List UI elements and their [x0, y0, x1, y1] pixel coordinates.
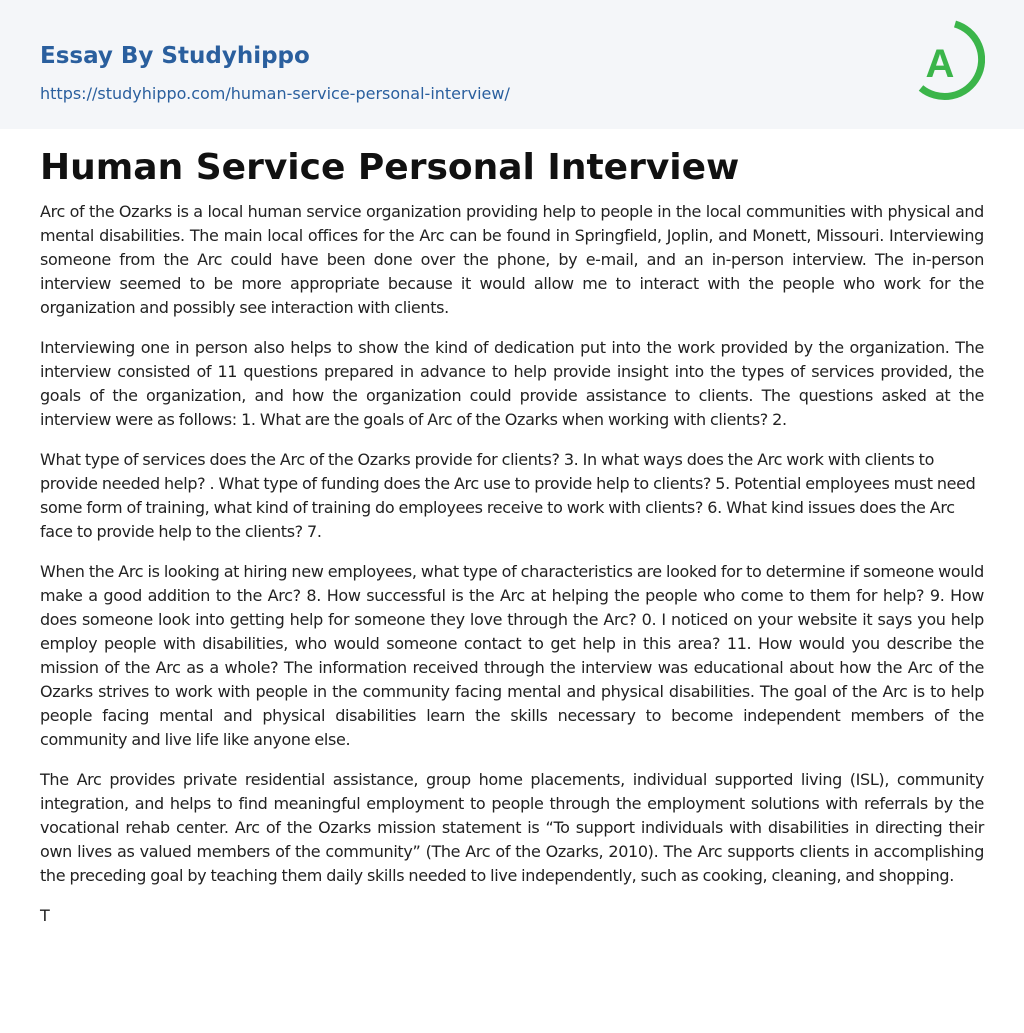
paragraph: The Arc provides private residential assistance, group home placements, individual supported living (ISL), community integration, and helps to find meaningful employment to people through the employment solutions with referrals by the vocational rehab center. Arc of the Ozarks mission statement is “To support individuals with disabilities in directing their own lives as valued members of the community” (The Arc of the Ozarks, 2010). The Arc supports clients in accomplishing the preceding goal by teaching them daily skills needed to live independently, such as cooking, cleaning, and shopping.: [40, 770, 984, 885]
paragraph: T: [40, 906, 50, 925]
essay-body: [40, 200, 984, 944]
logo-letter: A: [925, 42, 955, 86]
paragraph: When the Arc is looking at hiring new employees, what type of characteristics are looked for to determine if someone would make a good addition to the Arc? 8. How successful is the Arc at helping the people who come to them for help? 9. How does someone look into getting help for someone they love through the Arc? 0. I noticed on your website it says you help employ people with disabilities, who would someone contact to get help in this area? 11. How would you describe the mission of the Arc as a whole? The information received through the interview was educational about how the Arc of the Ozarks strives to work with people in the community facing mental and physical disabilities. The goal of the Arc is to help people facing mental and physical disabilities learn the skills necessary to become independent members of the community and live life like anyone else.: [40, 562, 984, 749]
paragraph: Arc of the Ozarks is a local human service organization providing help to people in the local communities with physical and mental disabilities. The main local offices for the Arc can be found in Springfield, Joplin, and Monett, Missouri. Interviewing someone from the Arc could have been done over the phone, by e-mail, and an in-person interview. The in-person interview seemed to be more appropriate because it would allow me to interact with the people who work for the organization and possibly see interaction with clients.: [40, 202, 984, 317]
logo-ring-icon: [913, 20, 985, 104]
page-title: Human Service Personal Interview: [40, 147, 740, 188]
paragraph: Interviewing one in person also helps to show the kind of dedication put into the work provided by the organization. The interview consisted of 11 questions prepared in advance to help provide insight into the types of services provided, the goals of the organization, and how the organization could provide assistance to clients. The questions asked at the interview were as follows: 1. What are the goals of Arc of the Ozarks when working with clients? 2.: [40, 338, 984, 429]
brand-title[interactable]: Essay By Studyhippo: [40, 43, 310, 69]
paragraph: What type of services does the Arc of the Ozarks provide for clients? 3. In what ways does the Arc work with clients to provide needed help? . What type of funding does the Arc use to provide help to clients? 5. Potential employees must need some form of training, what kind of training do employees receive to work with clients? 6. What kind issues does the Arc face to provide help to the clients? 7.: [40, 450, 976, 541]
studyhippo-logo[interactable]: [913, 20, 985, 104]
article-url-link[interactable]: https://studyhippo.com/human-service-personal-interview/: [40, 84, 510, 103]
